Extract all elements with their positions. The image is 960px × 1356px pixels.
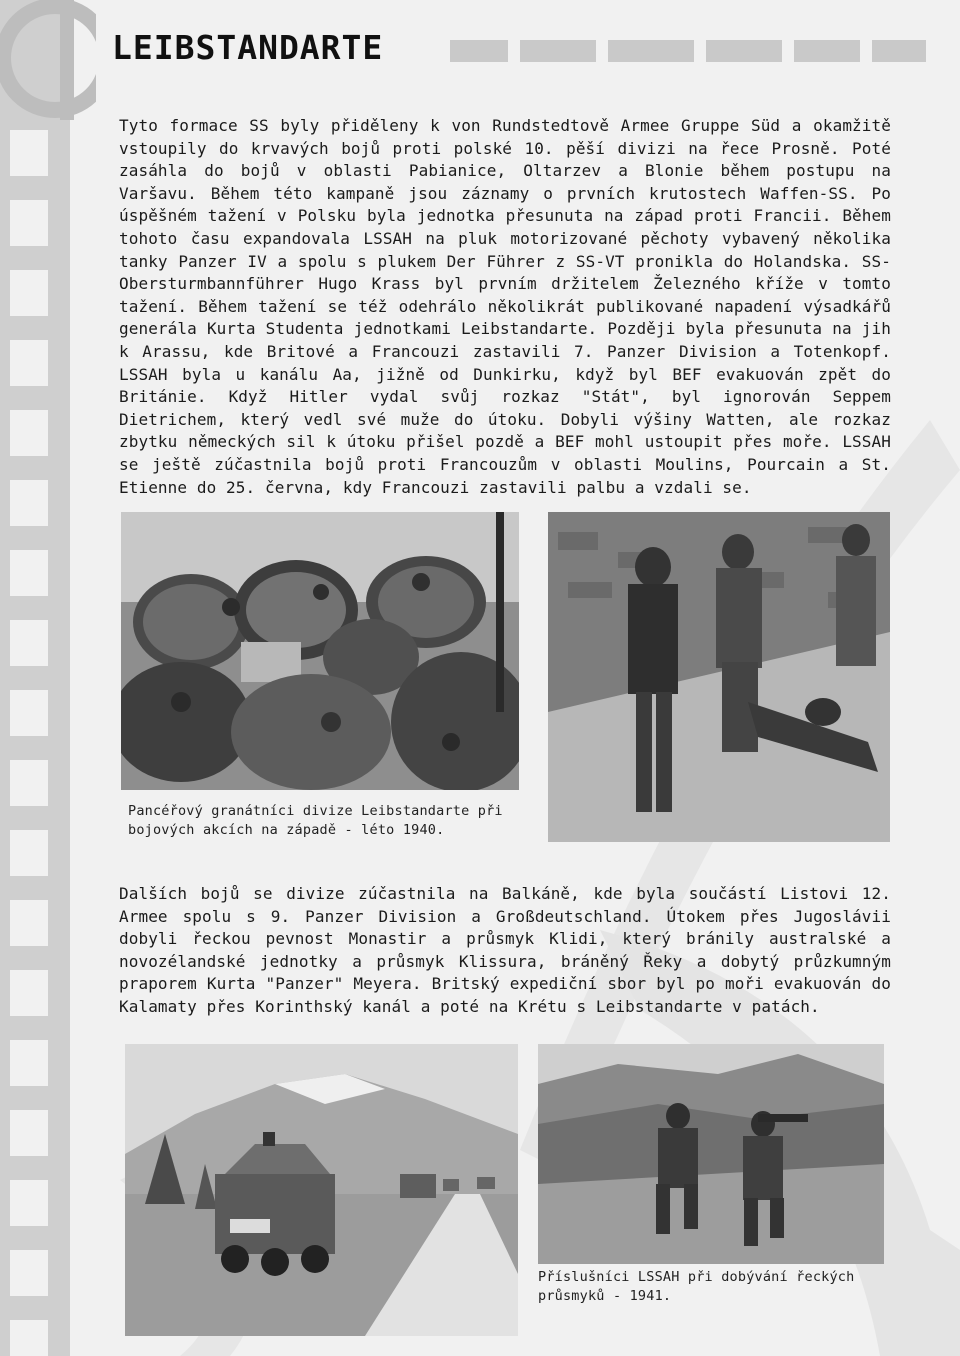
photo-grenadiers: [121, 512, 519, 790]
header-bar: [872, 40, 926, 62]
film-strip-decoration: [0, 0, 96, 1356]
header-bar: [794, 40, 860, 62]
article-paragraph-1: Tyto formace SS byly přiděleny k von Rundstedtově Armee Gruppe Süd a okamžitě vstoupily do krvavých bojů proti polské 10. pěší divizi na řece Prosně. Poté zasáhla do bojů v oblasti Pabianice, Oltarzev a Blonie během postupu na Varšavu. Během této kampaně jsou záznamy o prvních krutostech Waffen-SS. Po úspěšném tažení v Polsku byla jednotka přesunuta na západ proti Francii. Během tohoto času expandovala LSSAH na pluk motorizované pěchoty vybavený několika tanky Panzer IV a spolu s plukem Der Führer z SS-VT pronikla do Holandska. SS-Obersturmbannführer Hugo Krass byl prvním držitelem Železného kříže v tomto tažení. Během tažení se též odehrálo několikrát publikované napadení výsadkářů generála Kurta Studenta jednotkami Leibstandarte. Později byla přesunuta na jih k Arassu, kde Britové a Francouzi zastavili 7. Panzer Division a Totenkopf. LSSAH byla u kanálu Aa, jižně od Dunkirku, když byl BEF evakuován zpět do Británie. Když Hitler vydal svůj rozkaz "Stát", byl ignorován Seppem Dietrichem, který vedl své muže do útoku. Dobyli výšiny Watten, ale rozkaz zbytku německých sil k útoku přišel pozdě a BEF mohl ustoupit přes moře. LSSAH se ještě zúčastnila bojů proti Francouzům v oblasti Moulins, Pourcain a St. Etienne do 25. června, kdy Francouzi zastavili palbu a vzdali se.: [119, 116, 891, 497]
article-paragraph-2: Dalších bojů se divize zúčastnila na Balkáně, kde byla součástí Listovi 12. Armee spolu s 9. Panzer Division a Großdeutschland. Útokem přes Jugoslávii dobyli řeckou pevnost Monastir a průsmyk Klidi, který bránily australské a novozélandské jednotky a průsmyk Klissura, bráněný Řeky a dobytý průzkumným praporem Kurta "Panzer" Meyera. Britský expediční sbor byl po moři evakuován do Kalamaty přes Korinthský kanál a poté na Krétu s Leibstandarte v patách.: [119, 884, 891, 1016]
header-bar: [608, 40, 694, 62]
header-decoration-bars: [450, 40, 926, 62]
photo-mountain-pass: [538, 1044, 884, 1264]
photo-caption-grenadiers: Pancéřový granátníci divize Leibstandarte při bojových akcích na západě - léto 1940.: [128, 803, 503, 838]
header-bar: [520, 40, 596, 62]
photo-soldiers-wall: [548, 512, 890, 842]
page-header: [0, 0, 960, 90]
page-title: LEIBSTANDARTE: [112, 28, 384, 67]
header-bar: [450, 40, 508, 62]
photo-caption-mountain-pass: Příslušníci LSSAH při dobývání řeckých průsmyků - 1941.: [538, 1269, 855, 1304]
header-bar: [706, 40, 782, 62]
photo-armoured-car: [125, 1044, 518, 1336]
